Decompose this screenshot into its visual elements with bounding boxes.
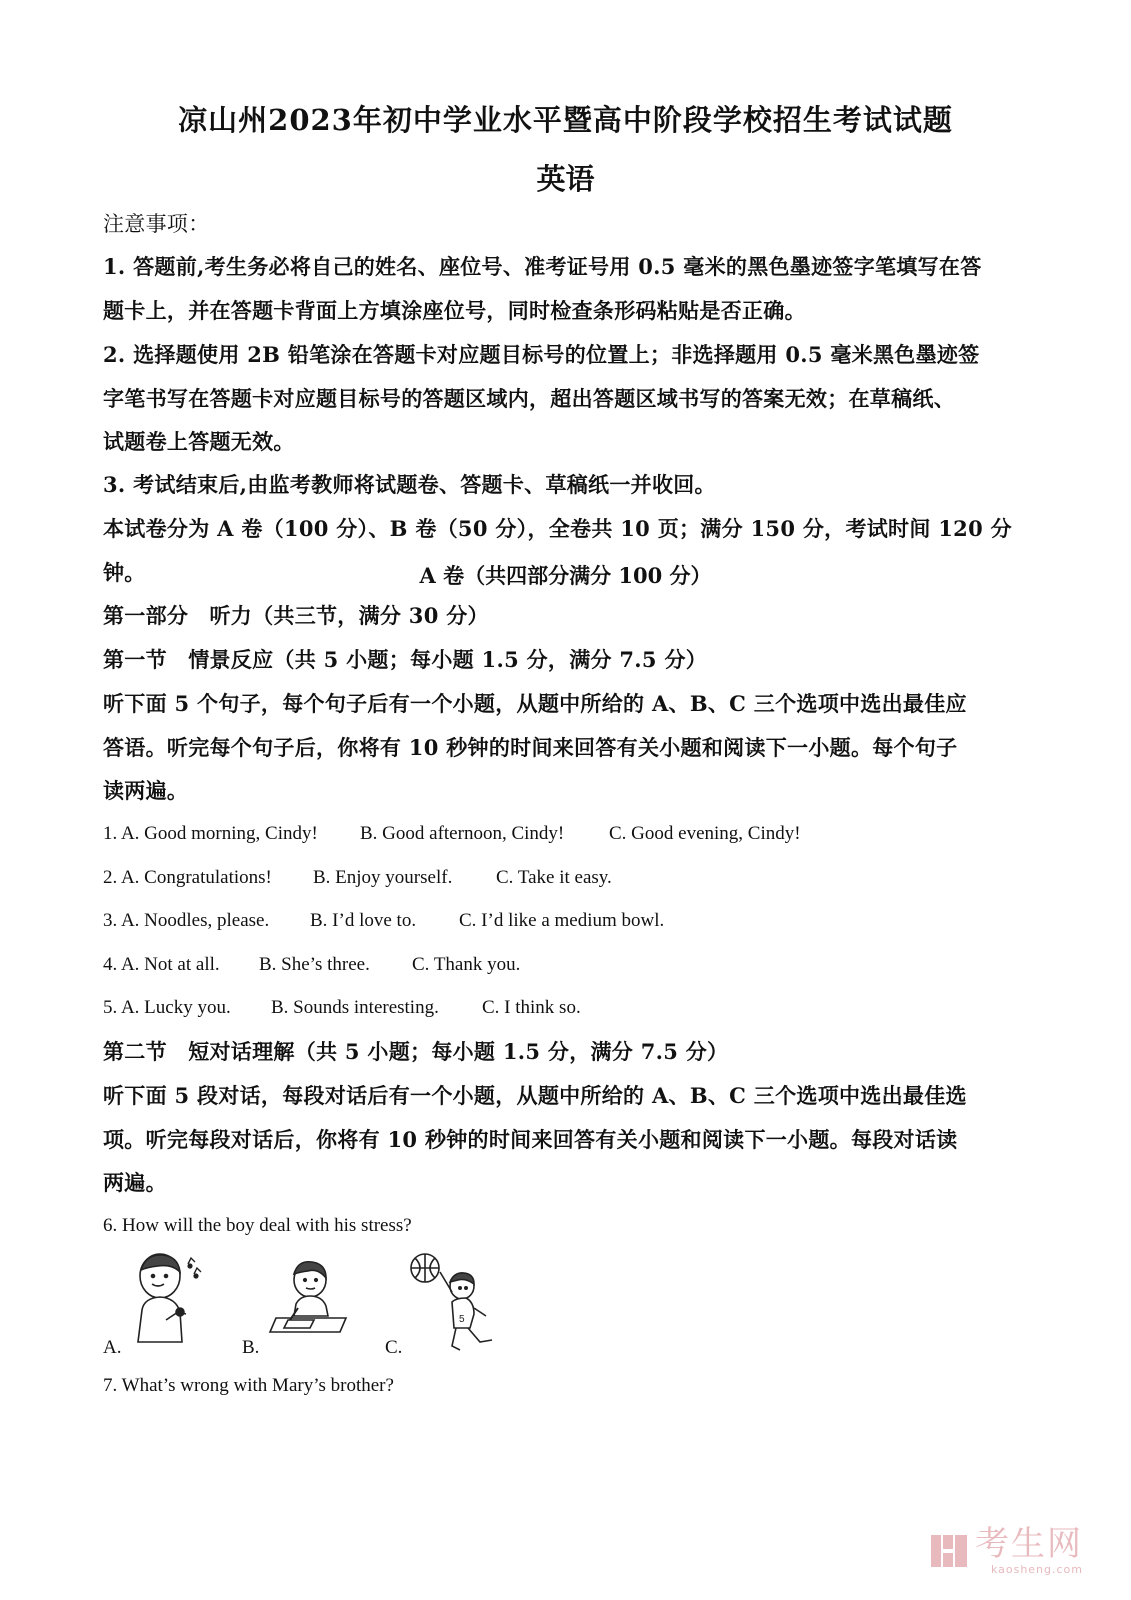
- option-b: B. I’d love to.: [310, 910, 417, 931]
- section1-instruction-line-1: 听下面 5 个句子，每个句子后有一个小题，从题中所给的 A、B、C 三个选项中选出最佳应: [103, 691, 967, 716]
- singing-boy-illustration: [128, 1250, 208, 1345]
- watermark-text: 考生网: [975, 1524, 1083, 1564]
- exam-summary: 本试卷分为 A 卷（100 分）、B 卷（50 分），全卷共 10 页；满分 150 分，考试时间 120 分钟。: [103, 516, 1012, 585]
- kaosheng-watermark: [929, 1525, 1083, 1576]
- option-a: 1. A. Good morning, Cindy!: [103, 823, 318, 844]
- part1-heading: 第一部分 听力（共三节，满分 30 分）: [103, 603, 489, 628]
- question-4-options: [103, 954, 520, 976]
- question-6-text: 6. How will the boy deal with his stress?: [103, 1215, 412, 1236]
- option-a: 3. A. Noodles, please.: [103, 910, 270, 931]
- notice-item-1-line-2: 题卡上，并在答题卡背面上方填涂座位号，同时检查条形码粘贴是否正确。: [103, 298, 806, 323]
- option-c: C. I think so.: [482, 997, 581, 1018]
- notice-heading-text: 注意事项：: [103, 212, 210, 236]
- picture-a-label: A.: [103, 1337, 122, 1358]
- question-3-options: [103, 910, 664, 932]
- option-b: B. Enjoy yourself.: [313, 867, 453, 888]
- picture-c-label: C.: [385, 1337, 403, 1358]
- notice-heading: [103, 202, 1023, 246]
- option-c: C. Good evening, Cindy!: [609, 823, 801, 844]
- option-a: 5. A. Lucky you.: [103, 997, 231, 1018]
- section1-instruction-line-2: 答语。听完每个句子后，你将有 10 秒钟的时间来回答有关小题和阅读下一小题。每个句子: [103, 735, 958, 760]
- watermark-url: kaosheng.com: [990, 1563, 1083, 1576]
- section1-instruction-line-3: 读两遍。: [103, 778, 189, 803]
- option-b: B. Good afternoon, Cindy!: [360, 823, 565, 844]
- option-c: C. Thank you.: [412, 954, 521, 975]
- exam-title: 凉山州2023年初中学业水平暨高中阶段学校招生考试试题: [178, 103, 953, 137]
- option-c: C. I’d like a medium bowl.: [459, 910, 665, 931]
- question-2-options: [103, 867, 612, 889]
- picture-b-label: B.: [242, 1337, 260, 1358]
- option-a: 2. A. Congratulations!: [103, 867, 272, 888]
- notice-item-2-line-2: 字笔书写在答题卡对应题目标号的答题区域内，超出答题区域书写的答案无效；在草稿纸、: [103, 386, 955, 411]
- section2-instruction-line-3: 两遍。: [103, 1170, 167, 1195]
- writing-boy-illustration: [268, 1258, 353, 1338]
- option-a: 4. A. Not at all.: [103, 954, 220, 975]
- notice-item-3: 3. 考试结束后,由监考教师将试题卷、答题卡、草稿纸一并收回。: [103, 472, 716, 497]
- question-5-options: [103, 997, 581, 1019]
- section2-heading: 第二节 短对话理解（共 5 小题；每小题 1.5 分，满分 7.5 分）: [103, 1039, 729, 1064]
- option-b: B. Sounds interesting.: [271, 997, 439, 1018]
- kaosheng-logo-icon: [929, 1531, 969, 1571]
- exam-subject: 英语: [536, 162, 595, 196]
- option-c: C. Take it easy.: [496, 867, 612, 888]
- basketball-boy-illustration: [408, 1250, 500, 1360]
- svg-text:5: 5: [459, 1314, 465, 1325]
- section2-instruction-line-2: 项。听完每段对话后，你将有 10 秒钟的时间来回答有关小题和阅读下一小题。每段对话读: [103, 1127, 958, 1152]
- question-7-text: 7. What’s wrong with Mary’s brother?: [103, 1375, 394, 1396]
- option-b: B. She’s three.: [259, 954, 370, 975]
- question-1-options: [103, 823, 801, 845]
- volume-a-heading: A 卷（共四部分满分 100 分）: [419, 563, 712, 588]
- section2-instruction-line-1: 听下面 5 段对话，每段对话后有一个小题，从题中所给的 A、B、C 三个选项中选出最佳选: [103, 1083, 967, 1108]
- notice-item-2-line-1: 2. 选择题使用 2B 铅笔涂在答题卡对应题目标号的位置上；非选择题用 0.5 毫米黑色墨迹签: [103, 342, 980, 367]
- notice-item-1-line-1: 1. 答题前,考生务必将自己的姓名、座位号、准考证号用 0.5 毫米的黑色墨迹签字笔填写在答: [103, 254, 982, 279]
- notice-item-2-line-3: 试题卷上答题无效。: [103, 429, 295, 454]
- section1-heading: 第一节 情景反应（共 5 小题；每小题 1.5 分，满分 7.5 分）: [103, 647, 708, 672]
